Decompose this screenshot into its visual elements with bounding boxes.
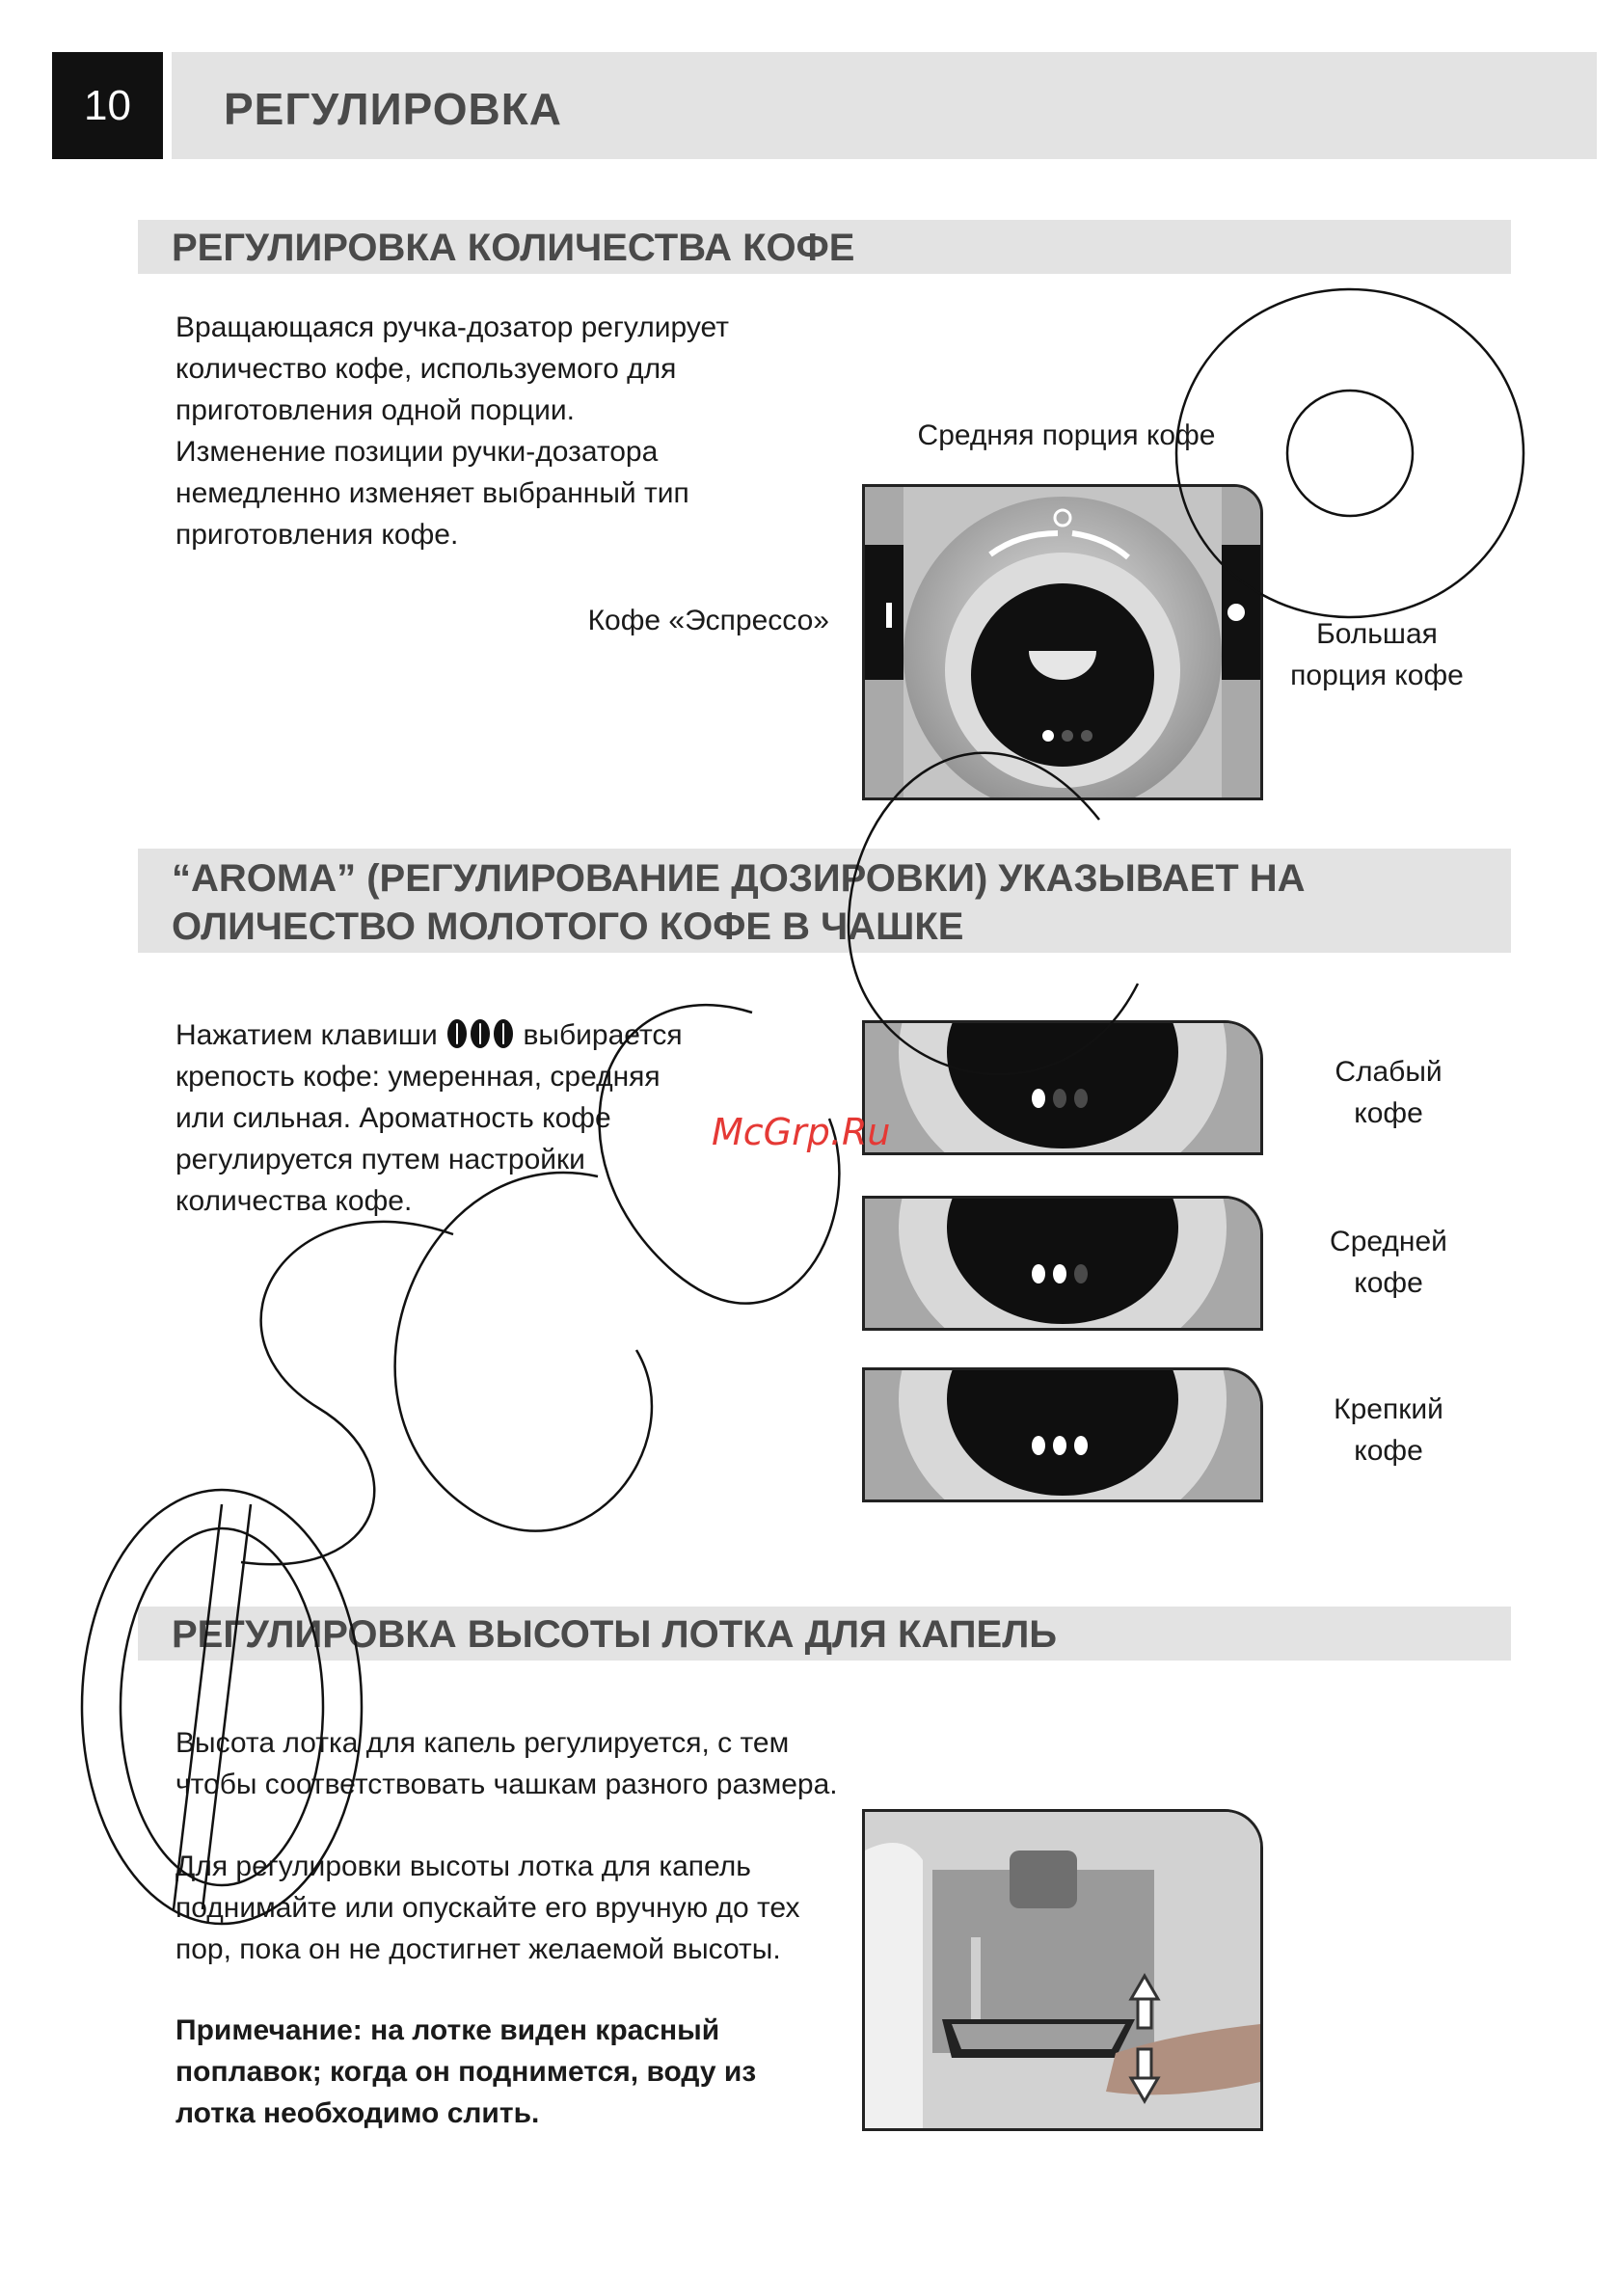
title-line: ОЛИЧЕСТВО МОЛОТОГО КОФЕ В ЧАШКЕ [172,905,964,948]
text-line: пор, пока он не достигнет желаемой высоты. [175,1933,781,1965]
text-line: количество кофе, используемого для [175,353,677,385]
label-strong-coffee [1292,1389,1485,1472]
label-large-portion [1281,613,1473,696]
drip-tray-note [175,2010,756,2134]
title-line: “AROMA” (РЕГУЛИРОВАНИЕ ДОЗИРОВКИ) УКАЗЫВАЕТ НА [172,857,1306,900]
text-line: Высота лотка для капель регулируется, с тем [175,1727,790,1759]
drip-tray-photo [862,1809,1263,2131]
label-medium-portion: Средняя порция кофе [917,419,1216,451]
label-medium-coffee [1292,1221,1485,1304]
text-line: Примечание: на лотке виден красный [175,2014,720,2046]
section-body-coffee-amount [175,307,729,555]
aroma-bean-icon [1032,1089,1045,1108]
aroma-illustration [865,1023,1260,1152]
text-line: количества кофе. [175,1185,413,1217]
aroma-bean-icon [1032,1436,1045,1455]
drip-tray-paragraph-2 [175,1846,799,1970]
text-line: регулируется путем настройки [175,1144,585,1175]
dial-illustration [865,487,1260,797]
aroma-key-icon [445,1019,515,1051]
label-line: Слабый [1335,1056,1443,1088]
text-line: Для регулировки высоты лотка для капель [175,1850,751,1882]
watermark-text: McGrp.Ru [712,1111,891,1153]
text-line: чтобы соответствовать чашкам разного размера. [175,1769,838,1800]
label-line: Крепкий [1334,1393,1443,1425]
section-title-drip-tray: РЕГУЛИРОВКА ВЫСОТЫ ЛОТКА ДЛЯ КАПЕЛЬ [172,1613,1058,1656]
text-line: лотка необходимо слить. [175,2097,540,2129]
aroma-bean-icon [1053,1089,1066,1108]
text-line: приготовления одной порции. [175,394,575,426]
text-line: немедленно изменяет выбранный тип [175,477,689,509]
aroma-photo-strong [862,1367,1263,1502]
label-line: кофе [1354,1097,1423,1129]
label-weak-coffee [1292,1051,1485,1134]
drip-tray-paragraph-1 [175,1722,838,1805]
drip-tray-illustration [865,1812,1260,2128]
text-line: крепость кофе: умеренная, средняя [175,1061,661,1093]
label-line: кофе [1354,1435,1423,1467]
text-line: поплавок; когда он поднимется, воду из [175,2056,757,2088]
aroma-bean-icon [1053,1436,1066,1455]
text-segment: Нажатием клавиши [175,1019,438,1051]
watermark-letter-s [241,1222,453,1564]
watermark-letter-a [395,1173,652,1531]
section-title-coffee-amount: РЕГУЛИРОВКА КОЛИЧЕСТВА КОФЕ [172,227,855,269]
text-line: приготовления кофе. [175,519,459,551]
text-segment: выбирается [523,1019,683,1051]
text-line: Вращающаяся ручка-дозатор регулирует [175,311,729,343]
label-line: кофе [1354,1267,1423,1299]
label-line: Большая [1316,618,1438,650]
dial-photo [862,484,1263,800]
page-title: РЕГУЛИРОВКА [224,84,563,134]
aroma-bean-icon [1032,1264,1045,1283]
aroma-bean-icon [1074,1264,1088,1283]
aroma-bean-icon [1053,1264,1066,1283]
label-line: порция кофе [1290,660,1464,691]
page-number: 10 [52,52,163,159]
section-body-aroma [175,1014,683,1222]
section-title-aroma [172,854,1306,951]
watermark-letter-o-inner [1287,391,1413,516]
text-line: или сильная. Ароматность кофе [175,1102,611,1134]
aroma-illustration [865,1370,1260,1499]
text-line: Изменение позиции ручки-дозатора [175,436,659,468]
text-line: поднимайте или опускайте его вручную до тех [175,1892,800,1924]
aroma-photo-medium [862,1196,1263,1331]
aroma-photo-weak [862,1020,1263,1155]
label-line: Средней [1330,1226,1447,1257]
label-espresso: Кофе «Эспрессо» [587,605,829,636]
aroma-bean-icon [1074,1089,1088,1108]
text-line [175,1014,683,1056]
watermark-logo-ring-inner [121,1528,323,1885]
aroma-bean-icon [1074,1436,1088,1455]
aroma-illustration [865,1199,1260,1328]
